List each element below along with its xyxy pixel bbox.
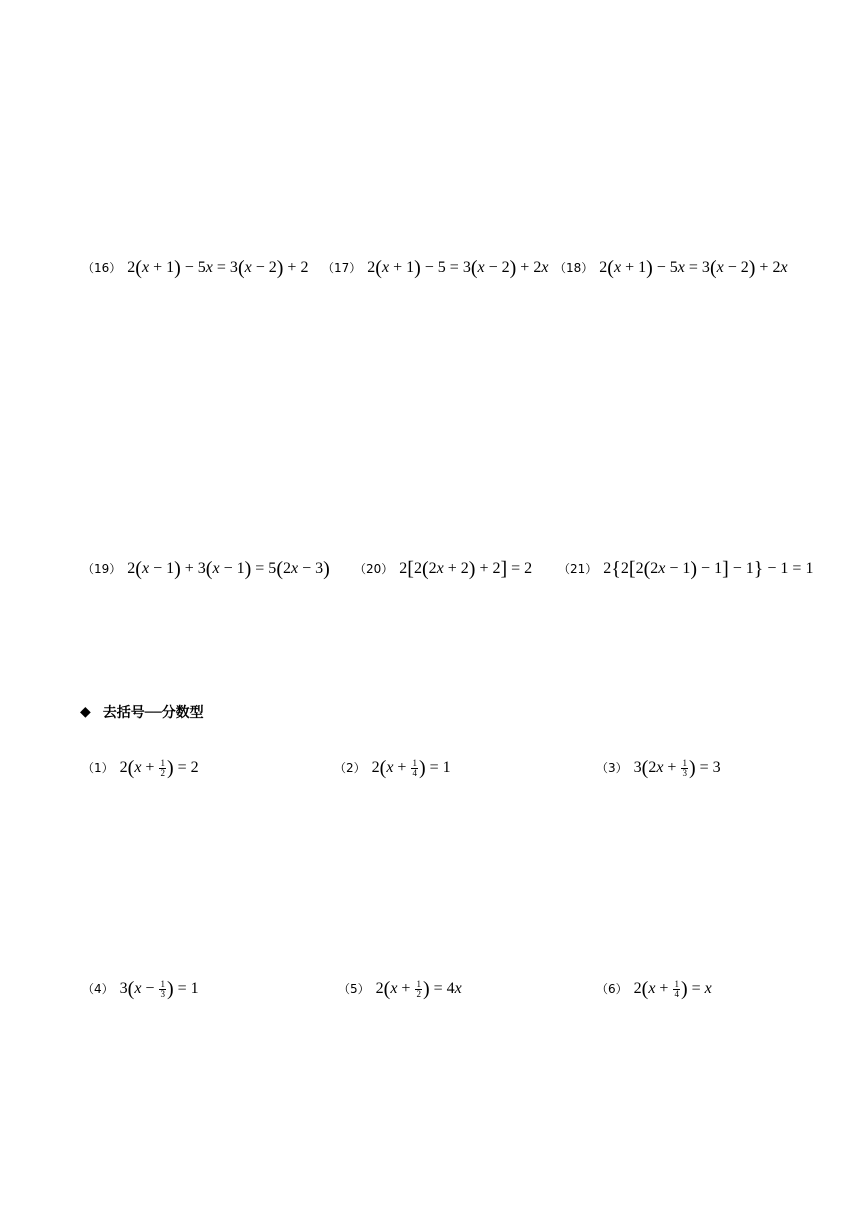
problem-number: （1） (82, 761, 114, 775)
diamond-bullet-icon: ◆ (80, 704, 91, 720)
equation: 2(x + 1) − 5 = 3(x − 2) + 2x (367, 257, 549, 279)
fraction-problem-1 (82, 758, 199, 778)
problem-number: （20） (354, 562, 394, 576)
problem-number: （4） (82, 982, 114, 996)
problem-20 (354, 559, 532, 579)
problem-number: （21） (558, 562, 598, 576)
equation: 3(2x + $\frac{1}{3}$ ) = 3 (633, 757, 721, 779)
equation: 3(x − $\frac{1}{3}$ ) = 1 (119, 978, 199, 1000)
problem-21 (558, 559, 813, 579)
equation: 2(x − 1) + 3(x − 1) = 5(2x − 3) (127, 558, 330, 580)
problem-number: （6） (596, 982, 628, 996)
equation: 2(x + 1) − 5x = 3(x − 2) + 2x (599, 257, 788, 279)
fraction-problem-4 (82, 979, 199, 999)
equation: 2[2(2x + 2) + 2] = 2 (399, 558, 533, 580)
fraction-problem-3 (596, 758, 721, 778)
equation: 2(x + $\frac{1}{2}$ ) = 2 (119, 757, 199, 779)
problem-number: （18） (554, 261, 594, 275)
problem-17 (322, 258, 548, 278)
problem-number: （16） (82, 261, 122, 275)
fraction-problem-5 (338, 979, 462, 999)
problem-number: （19） (82, 562, 122, 576)
problem-18 (554, 258, 788, 278)
problem-number: （3） (596, 761, 628, 775)
fraction-problem-6 (596, 979, 712, 999)
fraction-problem-2 (334, 758, 451, 778)
equation: 2(x + $\frac{1}{2}$ ) = 4x (375, 978, 462, 1000)
equation: 2(x + $\frac{1}{4}$ ) = x (633, 978, 712, 1000)
equation: 2(x + $\frac{1}{4}$ ) = 1 (371, 757, 451, 779)
section-title: 去括号──分数型 (102, 705, 204, 721)
problem-number: （5） (338, 982, 370, 996)
equation: 2(x + 1) − 5x = 3(x − 2) + 2 (127, 257, 309, 279)
problem-number: （17） (322, 261, 362, 275)
equation: 2{2[2(2x − 1) − 1] − 1} − 1 = 1 (603, 558, 814, 580)
problem-19 (82, 559, 330, 579)
problem-16 (82, 258, 308, 278)
problem-number: （2） (334, 761, 366, 775)
section-heading (80, 702, 204, 722)
